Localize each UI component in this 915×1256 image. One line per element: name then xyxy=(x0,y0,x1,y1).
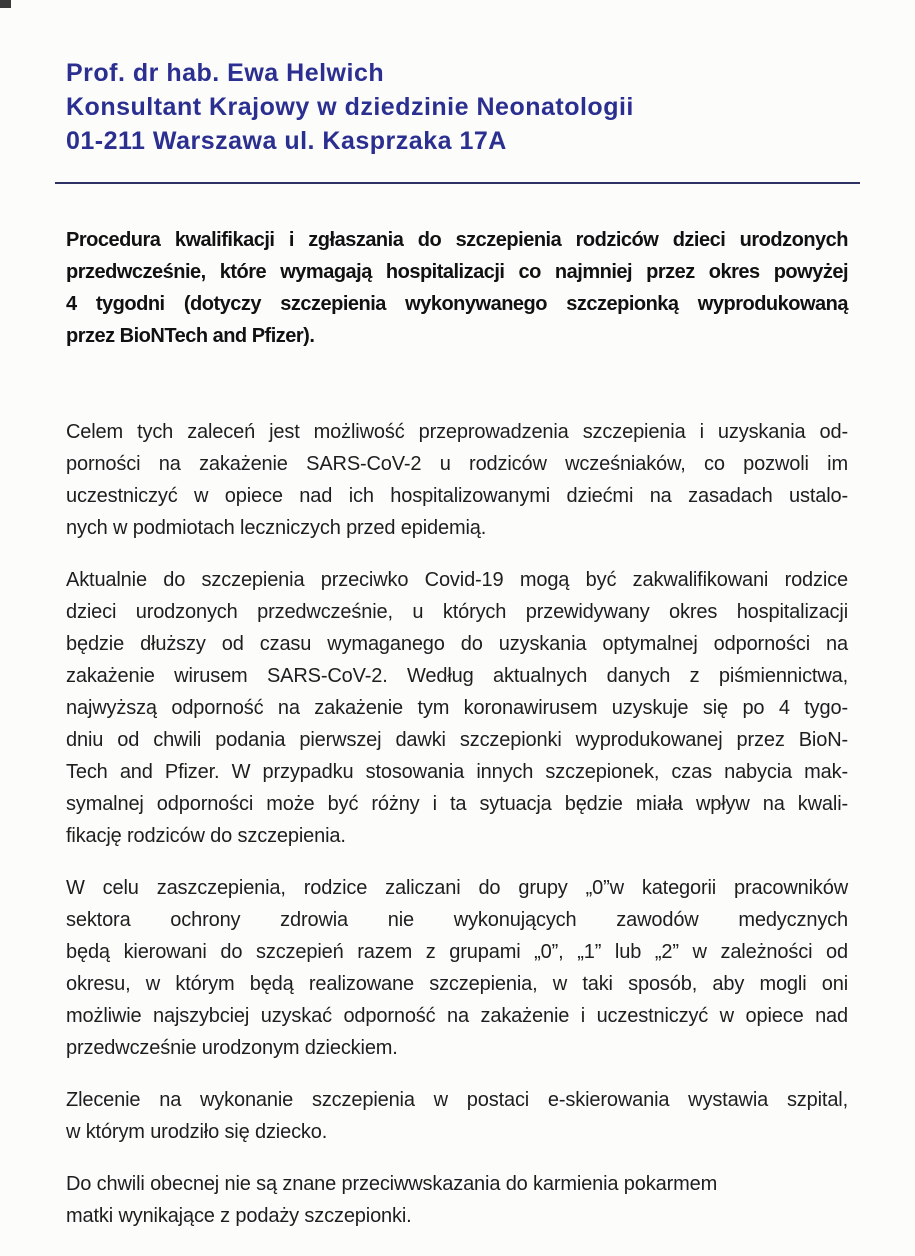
text-line: okresu, w którym będą realizowane szczepienia, w taki sposób, aby mogli oni xyxy=(66,973,848,995)
text-line: sektora ochrony zdrowia nie wykonujących zawodów medycznych xyxy=(66,909,848,931)
text-line: nych w podmiotach leczniczych przed epidemią. xyxy=(66,517,487,539)
document-body xyxy=(66,416,848,1232)
paragraph xyxy=(66,872,848,1064)
text-line: W celu zaszczepienia, rodzice zaliczani do grupy „0”w kategorii pracowników xyxy=(66,877,848,899)
text-line: Celem tych zaleceń jest możliwość przeprowadzenia szczepienia i uzyskania od- xyxy=(66,421,848,443)
text-line: Aktualnie do szczepienia przeciwko Covid-19 mogą być zakwalifikowani rodzice xyxy=(66,569,848,591)
title-line: Procedura kwalifikacji i zgłaszania do szczepienia rodziców dzieci urodzonych xyxy=(66,229,848,251)
text-line: dzieci urodzonych przedwcześnie, u których przewidywany okres hospitalizacji xyxy=(66,601,848,623)
text-line: matki wynikające z podaży szczepionki. xyxy=(66,1205,412,1227)
text-line: Zlecenie na wykonanie szczepienia w postaci e-skierowania wystawia szpital, xyxy=(66,1089,848,1111)
letterhead-line: Konsultant Krajowy w dziedzinie Neonatologii xyxy=(66,93,634,121)
text-line: symalnej odporności może być różny i ta sytuacja będzie miała wpływ na kwali- xyxy=(66,793,848,815)
title-line: 4 tygodni (dotyczy szczepienia wykonywanego szczepionką wyprodukowaną xyxy=(66,293,848,315)
text-line: fikację rodziców do szczepienia. xyxy=(66,825,346,847)
text-line: Do chwili obecnej nie są znane przeciwwskazania do karmienia pokarmem xyxy=(66,1173,718,1195)
text-line: będą kierowani do szczepień razem z grupami „0”, „1” lub „2” w zależności od xyxy=(66,941,848,963)
text-line: Tech and Pfizer. W przypadku stosowania innych szczepionek, czas nabycia mak- xyxy=(66,761,848,783)
text-line: dniu od chwili podania pierwszej dawki szczepionki wyprodukowanej przez BioN- xyxy=(66,729,848,751)
paragraph xyxy=(66,564,848,852)
title-paragraph xyxy=(66,224,848,352)
paragraph xyxy=(66,1084,848,1148)
title-line: przedwcześnie, które wymagają hospitalizacji co najmniej przez okres powyżej xyxy=(66,261,848,283)
paragraph xyxy=(66,1168,848,1232)
letterhead-line: 01-211 Warszawa ul. Kasprzaka 17A xyxy=(66,127,507,155)
text-line: porności na zakażenie SARS-CoV-2 u rodziców wcześniaków, co pozwoli im xyxy=(66,453,848,475)
text-line: najwyższą odporność na zakażenie tym koronawirusem uzyskuje się po 4 tygo- xyxy=(66,697,848,719)
text-line: możliwie najszybciej uzyskać odporność na zakażenie i uczestniczyć w opiece nad xyxy=(66,1005,848,1027)
scan-artifact xyxy=(0,0,11,8)
paragraph xyxy=(66,416,848,544)
text-line: zakażenie wirusem SARS-CoV-2. Według aktualnych danych z piśmiennictwa, xyxy=(66,665,848,687)
title-line: przez BioNTech and Pfizer). xyxy=(66,325,315,347)
letterhead xyxy=(66,56,915,158)
text-line: w którym urodziło się dziecko. xyxy=(66,1121,328,1143)
letterhead-line: Prof. dr hab. Ewa Helwich xyxy=(66,59,385,87)
divider-line xyxy=(55,182,860,184)
text-line: będzie dłuższy od czasu wymaganego do uzyskania optymalnej odporności na xyxy=(66,633,848,655)
text-line: uczestniczyć w opiece nad ich hospitalizowanymi dziećmi na zasadach ustalo- xyxy=(66,485,848,507)
text-line: przedwcześnie urodzonym dzieckiem. xyxy=(66,1037,398,1059)
